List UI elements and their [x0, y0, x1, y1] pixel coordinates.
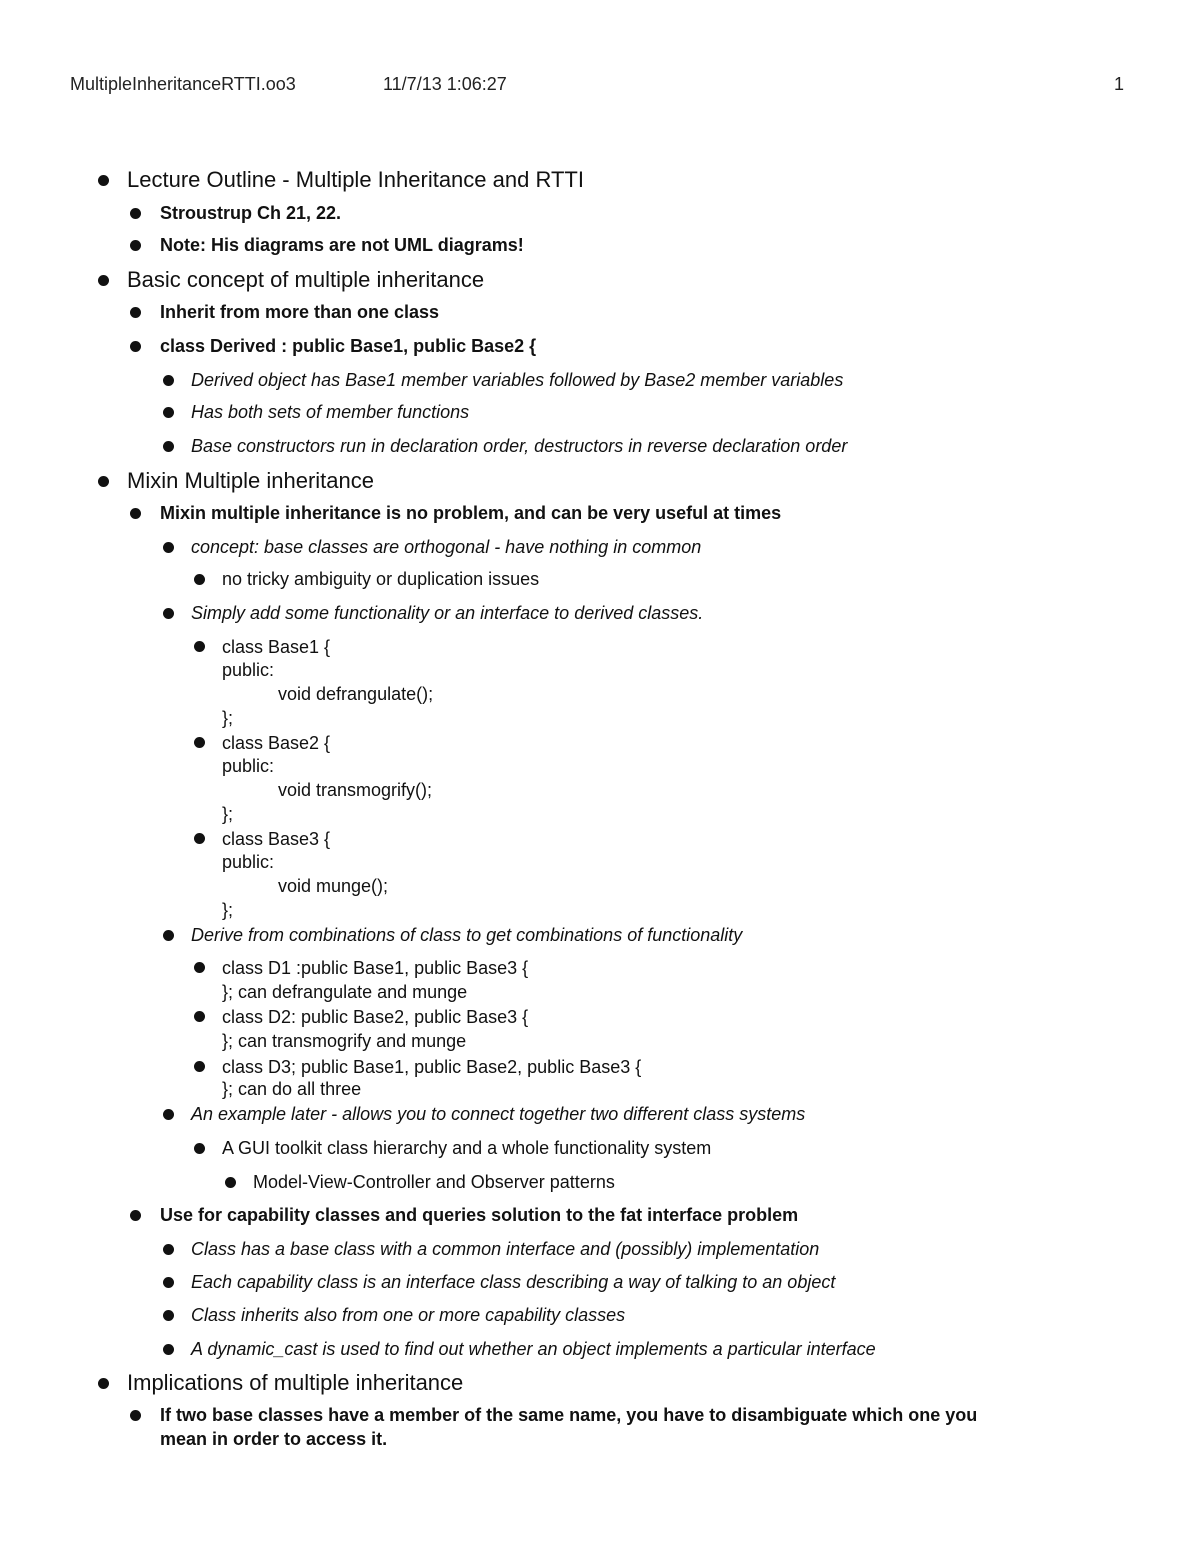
outline-subitem: Derive from combinations of class to get combinations of functionality — [191, 925, 743, 945]
bullet-icon — [194, 962, 205, 973]
bullet-icon — [98, 476, 109, 487]
outline-subitem: Derived object has Base1 member variables followed by Base2 member variables — [191, 370, 844, 390]
outline-item: Stroustrup Ch 21, 22. — [160, 203, 342, 223]
outline-item: Mixin multiple inheritance is no problem, and can be very useful at times — [160, 503, 782, 523]
outline-heading-lecture: Lecture Outline - Multiple Inheritance and RTTI — [127, 167, 584, 192]
bullet-icon — [163, 1244, 174, 1255]
outline-subitem: Each capability class is an interface class describing a way of talking to an object — [191, 1272, 836, 1292]
outline-item: Inherit from more than one class — [160, 302, 440, 322]
bullet-icon — [194, 1061, 205, 1072]
code-derived-decl: class D1 :public Base1, public Base3 { — [222, 958, 529, 978]
bullet-icon — [163, 1310, 174, 1321]
outline-subitem: An example later - allows you to connect together two different class systems — [191, 1104, 806, 1124]
outline-item: Note: His diagrams are not UML diagrams! — [160, 235, 524, 255]
bullet-icon — [130, 508, 141, 519]
outline-subitem: A dynamic_cast is used to find out whether an object implements a particular interface — [191, 1339, 876, 1359]
bullet-icon — [98, 1378, 109, 1389]
outline-subitem: Base constructors run in declaration order, destructors in reverse declaration order — [191, 436, 848, 456]
outline-heading-mixin: Mixin Multiple inheritance — [127, 468, 374, 493]
code-access: public: — [222, 660, 275, 680]
code-access: public: — [222, 852, 275, 872]
outline-heading-basic: Basic concept of multiple inheritance — [127, 267, 485, 292]
bullet-icon — [98, 175, 109, 186]
code-derived-note: }; can do all three — [222, 1079, 362, 1099]
code-method: void transmogrify(); — [278, 780, 433, 800]
bullet-icon — [130, 1410, 141, 1421]
outline-subitem: Class has a base class with a common interface and (possibly) implementation — [191, 1239, 820, 1259]
code-close: }; — [222, 900, 234, 920]
document-filename: MultipleInheritanceRTTI.oo3 — [70, 74, 296, 94]
bullet-icon — [130, 1210, 141, 1221]
code-derived-decl: class D3; public Base1, public Base2, public Base3 { — [222, 1057, 642, 1077]
bullet-icon — [194, 833, 205, 844]
outline-subsubitem: no tricky ambiguity or duplication issues — [222, 569, 540, 589]
code-access: public: — [222, 756, 275, 776]
code-class-decl: class Base1 { — [222, 637, 331, 657]
outline-item: Use for capability classes and queries solution to the fat interface problem — [160, 1205, 799, 1225]
bullet-icon — [163, 608, 174, 619]
code-method: void defrangulate(); — [278, 684, 434, 704]
outline-subitem: Class inherits also from one or more capability classes — [191, 1305, 626, 1325]
bullet-icon — [163, 1109, 174, 1120]
code-derived-note: }; can transmogrify and munge — [222, 1031, 467, 1051]
outline-subsubsubitem: Model-View-Controller and Observer patterns — [253, 1172, 615, 1192]
bullet-icon — [130, 341, 141, 352]
bullet-icon — [163, 441, 174, 452]
code-close: }; — [222, 708, 234, 728]
code-close: }; — [222, 804, 234, 824]
bullet-icon — [163, 1344, 174, 1355]
bullet-icon — [163, 1277, 174, 1288]
code-class-decl: class Base2 { — [222, 733, 331, 753]
document-datetime: 11/7/13 1:06:27 — [383, 74, 507, 94]
bullet-icon — [98, 275, 109, 286]
outline-heading-implications: Implications of multiple inheritance — [127, 1370, 464, 1395]
outline-item: If two base classes have a member of the same name, you have to disambiguate which one you — [160, 1405, 978, 1425]
bullet-icon — [194, 641, 205, 652]
outline-item-continued: mean in order to access it. — [160, 1429, 388, 1449]
bullet-icon — [130, 307, 141, 318]
bullet-icon — [194, 574, 205, 585]
bullet-icon — [163, 407, 174, 418]
bullet-icon — [194, 1143, 205, 1154]
bullet-icon — [130, 240, 141, 251]
outline-subitem: Has both sets of member functions — [191, 402, 470, 422]
outline-subitem: concept: base classes are orthogonal - have nothing in common — [191, 537, 702, 557]
code-class-decl: class Base3 { — [222, 829, 331, 849]
bullet-icon — [130, 208, 141, 219]
outline-subitem: Simply add some functionality or an interface to derived classes. — [191, 603, 704, 623]
bullet-icon — [194, 1011, 205, 1022]
outline-item: class Derived : public Base1, public Base2 { — [160, 336, 537, 356]
bullet-icon — [163, 930, 174, 941]
bullet-icon — [194, 737, 205, 748]
page-number: 1 — [1113, 74, 1124, 94]
code-method: void munge(); — [278, 876, 389, 896]
bullet-icon — [163, 375, 174, 386]
outline-subsubitem: A GUI toolkit class hierarchy and a whole functionality system — [222, 1138, 712, 1158]
code-derived-note: }; can defrangulate and munge — [222, 982, 468, 1002]
code-derived-decl: class D2: public Base2, public Base3 { — [222, 1007, 529, 1027]
bullet-icon — [225, 1177, 236, 1188]
bullet-icon — [163, 542, 174, 553]
